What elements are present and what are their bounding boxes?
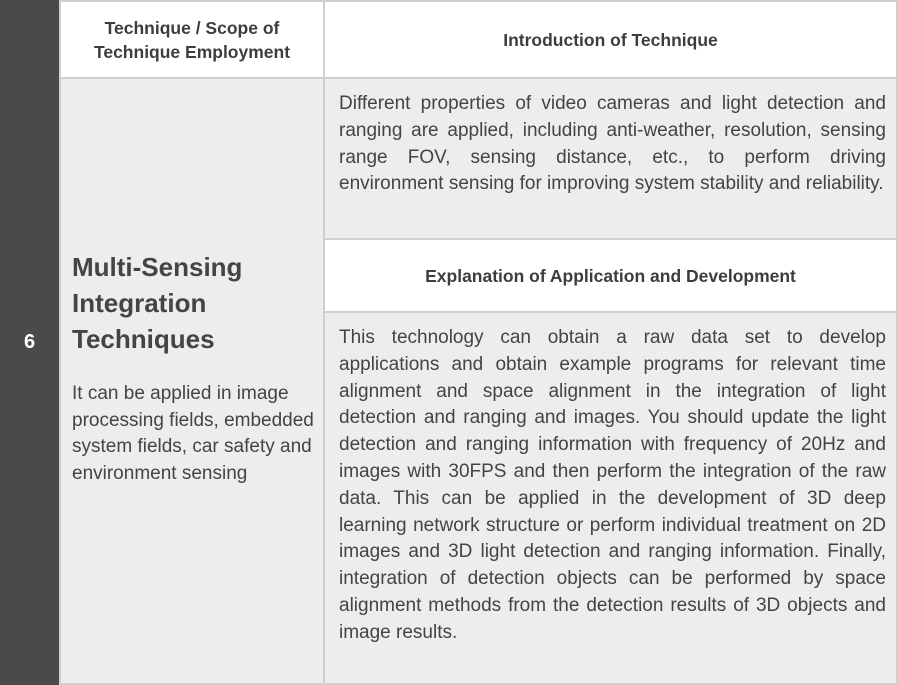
header-application-label: Explanation of Application and Development: [425, 265, 796, 286]
header-application: [323, 238, 898, 313]
application-cell: [323, 311, 898, 685]
header-introduction: [323, 0, 898, 79]
technique-cell: [59, 77, 325, 685]
application-text: This technology can obtain a raw data set to develop applications and obtain example programs for relevant time alignment and space alignment in the integration of light detection and ranging and images. You should update the light detection and ranging information with frequency of 20Hz and images with 30FPS and then perform the integration of the raw data. This can be applied in the development of 3D deep learning network structure or perform individual treatment on 2D images and 3D light detection and ranging information. Finally, integration of detection objects can be performed by space alignment methods from the detection results of 3D objects and image results.: [339, 327, 886, 643]
introduction-text: Different properties of video cameras and light detection and ranging are applied, including anti-weather, resolution, sensing range FOV, sensing distance, etc., to perform driving environment sensing for improving system stability and reliability.: [339, 93, 886, 195]
row-number-column: [0, 0, 59, 685]
header-technique-scope: [59, 0, 325, 79]
introduction-cell: [323, 77, 898, 240]
technique-title: Multi-Sensing Integration Techniques: [72, 252, 243, 354]
header-technique-scope-label: Technique / Scope of Technique Employment: [93, 17, 291, 62]
header-introduction-label: Introduction of Technique: [503, 29, 718, 50]
row-number: 6: [23, 331, 36, 353]
technique-scope-text: It can be applied in image processing fields, embedded system fields, car safety and environment sensing: [72, 383, 314, 484]
